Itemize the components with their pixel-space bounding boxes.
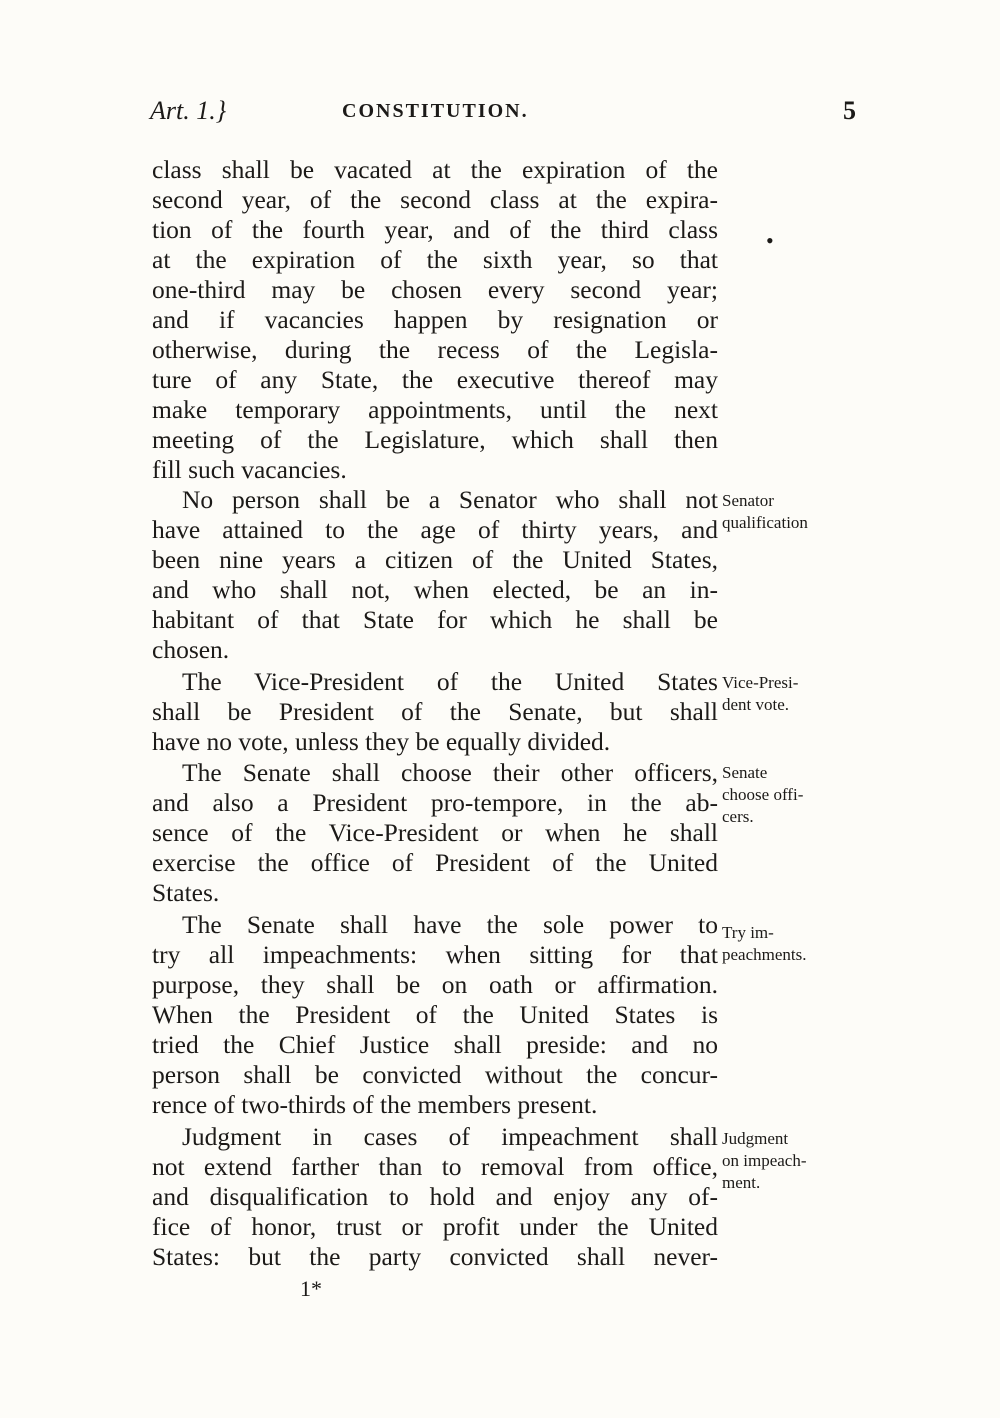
paragraph-vice-president: The Vice-President of the United States	[182, 667, 718, 696]
text-line: second year, of the second class at the expira-	[152, 185, 718, 214]
margin-note-line: Senate	[722, 763, 768, 782]
paragraph-senator-qualification: No person shall be a Senator who shall not	[182, 485, 718, 514]
margin-note-line: choose offi-	[722, 785, 804, 804]
margin-note-line: Try im-	[722, 923, 774, 942]
margin-note-line: Senator	[722, 491, 774, 510]
text-line: fice of honor, trust or profit under the United	[152, 1212, 718, 1241]
margin-note-line: on impeach-	[722, 1151, 807, 1170]
margin-note-impeachments	[722, 922, 872, 966]
text-line: exercise the office of President of the United	[152, 848, 718, 877]
text-line: sence of the Vice-President or when he shall	[152, 818, 718, 847]
text-line: at the expiration of the sixth year, so that	[152, 245, 718, 274]
margin-note-senator-qualification	[722, 490, 872, 534]
margin-note-line: peachments.	[722, 945, 807, 964]
margin-note-line: ment.	[722, 1173, 761, 1192]
text-line: tried the Chief Justice shall preside: and no	[152, 1030, 718, 1059]
page-number: 5	[843, 96, 856, 125]
text-line: purpose, they shall be on oath or affirmation.	[152, 970, 718, 999]
text-line: one-third may be chosen every second year;	[152, 275, 718, 304]
stray-dot-mark: •	[766, 228, 774, 253]
margin-note-line: cers.	[722, 807, 754, 826]
text-line: chosen.	[152, 635, 230, 664]
margin-note-line: qualification	[722, 513, 808, 532]
text-line: not extend farther than to removal from office,	[152, 1152, 718, 1181]
text-line: been nine years a citizen of the United States,	[152, 545, 718, 574]
text-line: rence of two-thirds of the members present.	[152, 1090, 598, 1119]
paragraph-senate-officers: The Senate shall choose their other officers,	[182, 758, 718, 787]
margin-note-line: Judgment	[722, 1129, 789, 1148]
text-line: fill such vacancies.	[152, 455, 347, 484]
text-line: ture of any State, the executive thereof may	[152, 365, 718, 394]
running-title: CONSTITUTION.	[342, 100, 529, 122]
text-line: otherwise, during the recess of the Legisla-	[152, 335, 718, 364]
signature-mark: 1*	[300, 1276, 322, 1301]
article-reference: Art. 1.}	[150, 96, 227, 125]
text-line: tion of the fourth year, and of the third class	[152, 215, 718, 244]
text-line: shall be President of the Senate, but shall	[152, 697, 718, 726]
paragraph-judgment: Judgment in cases of impeachment shall	[182, 1122, 718, 1151]
text-line: meeting of the Legislature, which shall then	[152, 425, 718, 454]
margin-note-line: Vice-Presi-	[722, 673, 799, 692]
text-line: and disqualification to hold and enjoy any of-	[152, 1182, 718, 1211]
margin-note-senate-officers	[722, 762, 872, 828]
margin-note-judgment	[722, 1128, 872, 1194]
running-header	[150, 96, 856, 136]
text-line: When the President of the United States is	[152, 1000, 718, 1029]
text-line: class shall be vacated at the expiration of the	[152, 155, 718, 184]
text-line: have attained to the age of thirty years, and	[152, 515, 718, 544]
margin-note-line: dent vote.	[722, 695, 790, 714]
text-line: make temporary appointments, until the next	[152, 395, 718, 424]
text-line: habitant of that State for which he shall be	[152, 605, 718, 634]
margin-note-vice-president-vote	[722, 672, 872, 716]
text-line: and also a President pro-tempore, in the ab-	[152, 788, 718, 817]
text-line: have no vote, unless they be equally divided.	[152, 727, 611, 756]
text-line: States: but the party convicted shall never-	[152, 1242, 718, 1271]
text-line: try all impeachments: when sitting for that	[152, 940, 718, 969]
text-line: and if vacancies happen by resignation or	[152, 305, 718, 334]
text-line: and who shall not, when elected, be an in-	[152, 575, 718, 604]
text-line: States.	[152, 878, 220, 907]
text-line: person shall be convicted without the concur-	[152, 1060, 718, 1089]
paragraph-impeachments: The Senate shall have the sole power to	[182, 910, 718, 939]
